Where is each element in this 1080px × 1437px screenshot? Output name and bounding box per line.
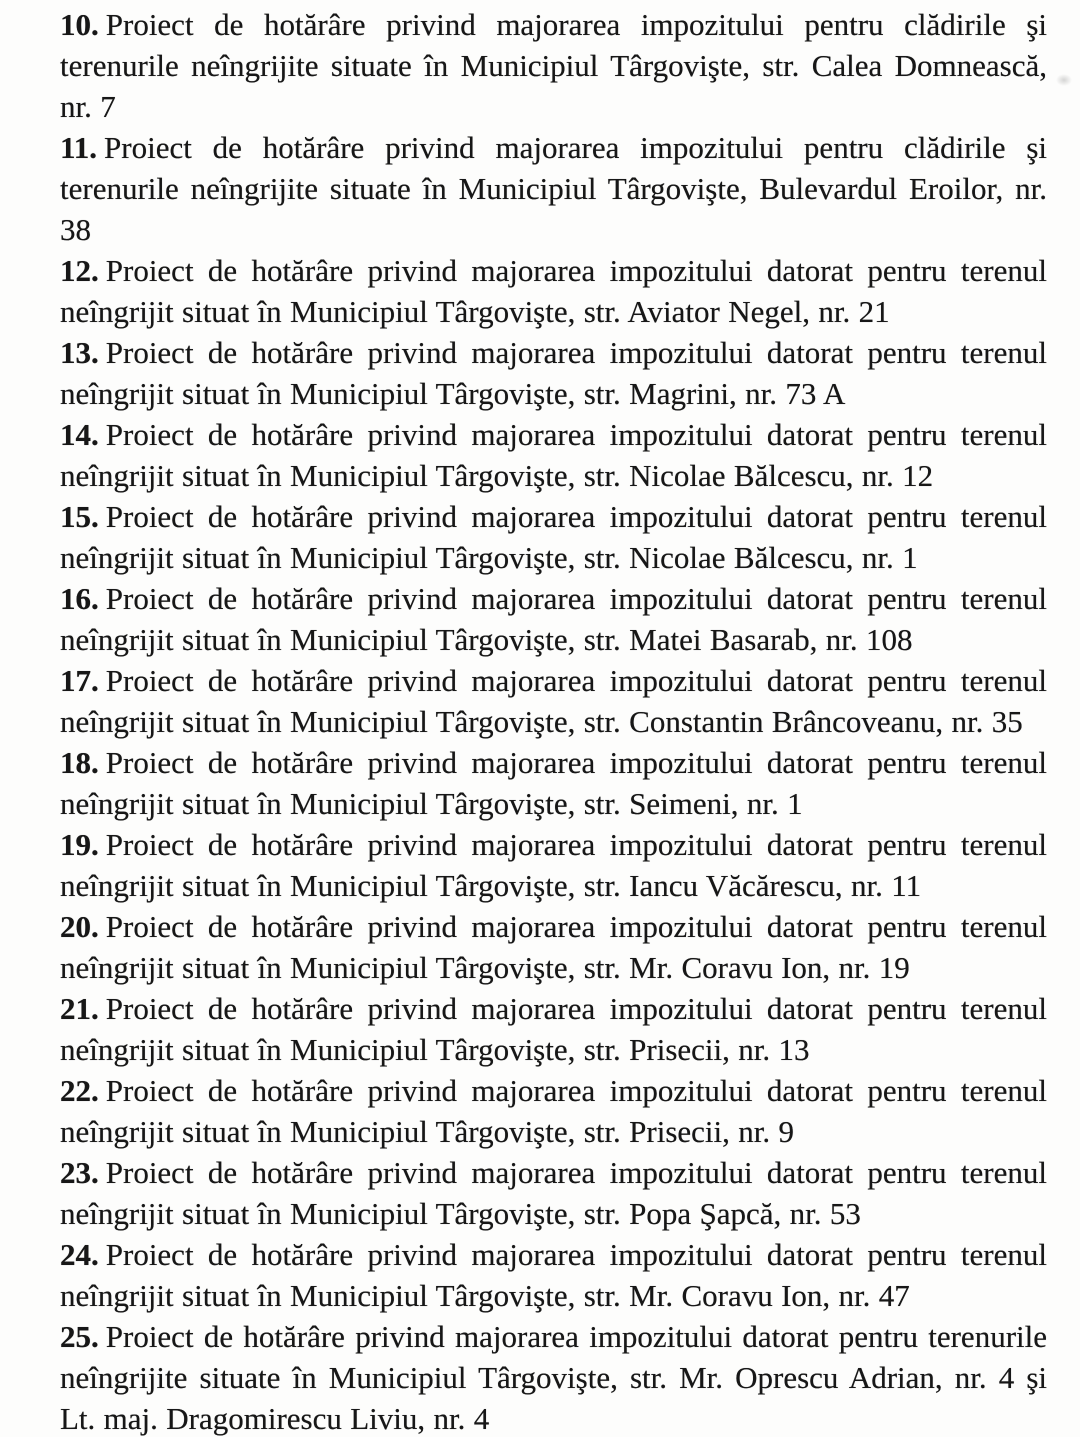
- item-number: 13.: [60, 335, 99, 370]
- item-text: Proiect de hotărâre privind majorarea impozitului pentru clădirile şi terenurile neîngrijite situate în Municipiul Târgovişte, Bulevardul Eroilor, nr. 38: [60, 130, 1047, 247]
- agenda-item: [60, 1316, 1047, 1437]
- item-text: Proiect de hotărâre privind majorarea impozitului datorat pentru terenul neîngrijit situat în Municipiul Târgovişte, str. Magrini, nr. 73 A: [60, 335, 1047, 411]
- item-number: 21.: [60, 991, 99, 1026]
- item-number: 19.: [60, 827, 99, 862]
- item-number: 14.: [60, 417, 99, 452]
- agenda-item: [60, 1152, 1047, 1234]
- item-number: 18.: [60, 745, 99, 780]
- item-number: 16.: [60, 581, 99, 616]
- agenda-item: [60, 332, 1047, 414]
- item-text: Proiect de hotărâre privind majorarea impozitului datorat pentru terenul neîngrijit situat în Municipiul Târgovişte, str. Popa Şapcă, nr. 53: [60, 1155, 1047, 1231]
- agenda-item: [60, 496, 1047, 578]
- agenda-item: [60, 414, 1047, 496]
- item-number: 15.: [60, 499, 99, 534]
- agenda-item: [60, 250, 1047, 332]
- item-number: 22.: [60, 1073, 99, 1108]
- item-text: Proiect de hotărâre privind majorarea impozitului datorat pentru terenul neîngrijit situat în Municipiul Târgovişte, str. Prisecii, nr. 13: [60, 991, 1047, 1067]
- item-text: Proiect de hotărâre privind majorarea impozitului datorat pentru terenul neîngrijit situat în Municipiul Târgovişte, str. Matei Basarab, nr. 108: [60, 581, 1047, 657]
- agenda-item: [60, 127, 1047, 250]
- item-text: Proiect de hotărâre privind majorarea impozitului datorat pentru terenul neîngrijit situat în Municipiul Târgovişte, str. Nicolae Bălcescu, nr. 1: [60, 499, 1047, 575]
- agenda-item: [60, 988, 1047, 1070]
- item-text: Proiect de hotărâre privind majorarea impozitului datorat pentru terenul neîngrijit situat în Municipiul Târgovişte, str. Seimeni, nr. 1: [60, 745, 1047, 821]
- item-text: Proiect de hotărâre privind majorarea impozitului datorat pentru terenul neîngrijit situat în Municipiul Târgovişte, str. Nicolae Bălcescu, nr. 12: [60, 417, 1047, 493]
- item-text: Proiect de hotărâre privind majorarea impozitului datorat pentru terenul neîngrijit situat în Municipiul Târgovişte, str. Aviator Negel, nr. 21: [60, 253, 1047, 329]
- item-text: Proiect de hotărâre privind majorarea impozitului datorat pentru terenurile neîngrijite situate în Municipiul Târgovişte, str. Mr. Oprescu Adrian, nr. 4 şi Lt. maj. Dragomirescu Liviu, nr. 4: [60, 1319, 1047, 1436]
- item-text: Proiect de hotărâre privind majorarea impozitului datorat pentru terenul neîngrijit situat în Municipiul Târgovişte, str. Mr. Coravu Ion, nr. 19: [60, 909, 1047, 985]
- agenda-item: [60, 4, 1047, 127]
- item-text: Proiect de hotărâre privind majorarea impozitului datorat pentru terenul neîngrijit situat în Municipiul Târgovişte, str. Prisecii, nr. 9: [60, 1073, 1047, 1149]
- item-number: 17.: [60, 663, 99, 698]
- item-number: 23.: [60, 1155, 99, 1190]
- item-text: Proiect de hotărâre privind majorarea impozitului pentru clădirile şi terenurile neîngrijite situate în Municipiul Târgovişte, str. Calea Domnească, nr. 7: [60, 7, 1047, 124]
- agenda-list: [0, 4, 1080, 1437]
- item-text: Proiect de hotărâre privind majorarea impozitului datorat pentru terenul neîngrijit situat în Municipiul Târgovişte, str. Mr. Coravu Ion, nr. 47: [60, 1237, 1047, 1313]
- item-number: 20.: [60, 909, 99, 944]
- item-text: Proiect de hotărâre privind majorarea impozitului datorat pentru terenul neîngrijit situat în Municipiul Târgovişte, str. Constantin Brâncoveanu, nr. 35: [60, 663, 1047, 739]
- agenda-item: [60, 578, 1047, 660]
- item-number: 24.: [60, 1237, 99, 1272]
- agenda-item: [60, 906, 1047, 988]
- agenda-item: [60, 824, 1047, 906]
- agenda-item: [60, 742, 1047, 824]
- item-number: 25.: [60, 1319, 99, 1354]
- agenda-item: [60, 1070, 1047, 1152]
- item-number: 11.: [60, 130, 98, 165]
- item-number: 12.: [60, 253, 99, 288]
- item-number: 10.: [60, 7, 99, 42]
- item-text: Proiect de hotărâre privind majorarea impozitului datorat pentru terenul neîngrijit situat în Municipiul Târgovişte, str. Iancu Văcărescu, nr. 11: [60, 827, 1047, 903]
- agenda-item: [60, 660, 1047, 742]
- agenda-item: [60, 1234, 1047, 1316]
